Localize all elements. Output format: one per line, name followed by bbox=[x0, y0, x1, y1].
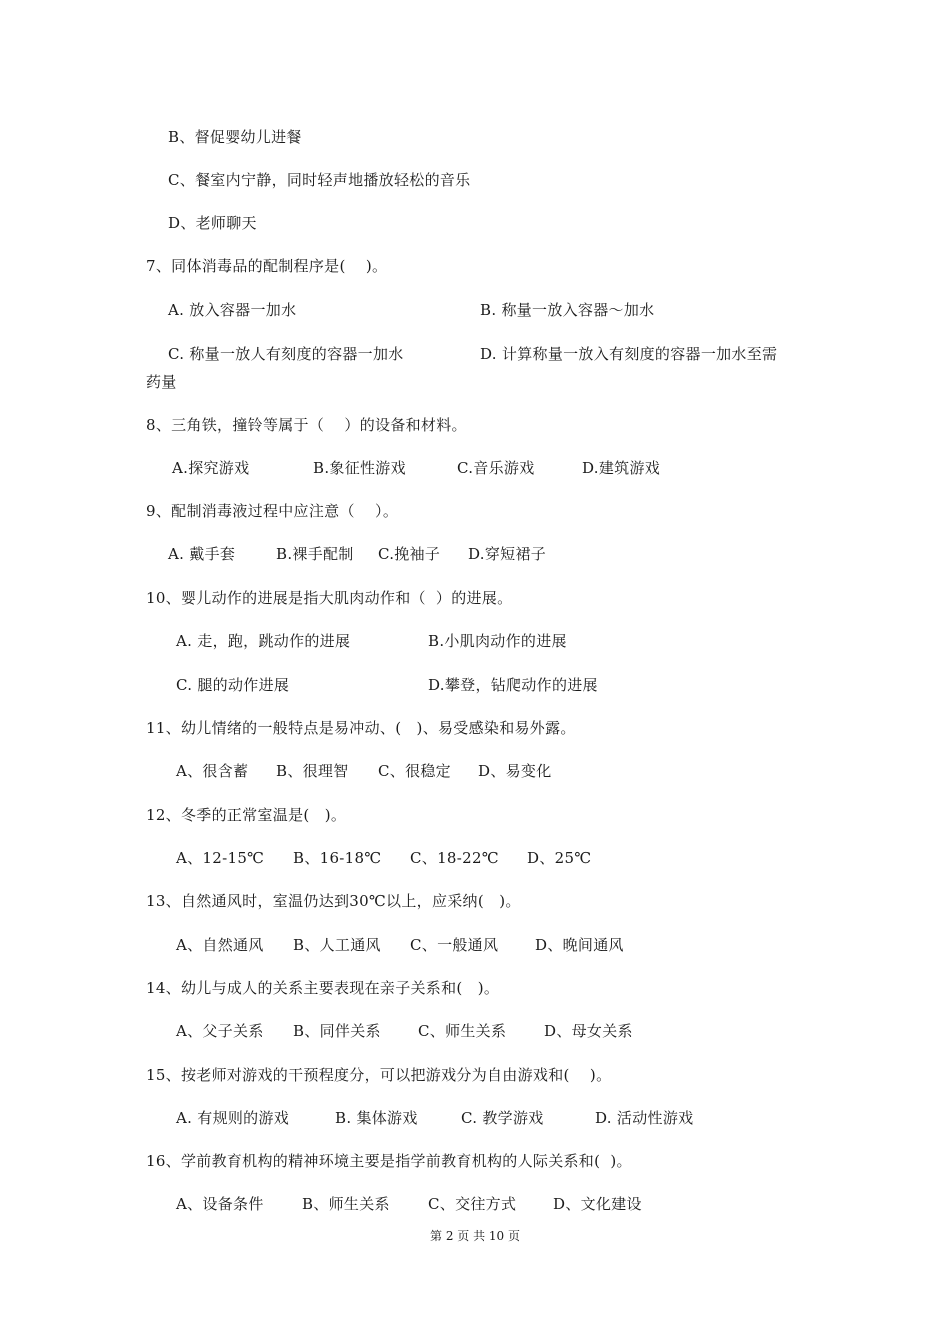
option-7d-continued: 药量 bbox=[146, 373, 177, 391]
option-12d: D、25℃ bbox=[527, 849, 592, 867]
option-10b: B.小肌肉动作的进展 bbox=[428, 632, 567, 650]
option-16b: B、师生关系 bbox=[302, 1195, 390, 1213]
option-9a: A. 戴手套 bbox=[168, 545, 236, 563]
option-8a: A.探究游戏 bbox=[172, 459, 250, 477]
option-11d: D、易变化 bbox=[478, 762, 552, 780]
question-13: 13、自然通风时，室温仍达到30℃以上，应采纳( )。 bbox=[146, 892, 521, 910]
option-9d: D.穿短裙子 bbox=[468, 545, 547, 563]
option-10c: C. 腿的动作进展 bbox=[176, 676, 290, 694]
option-11c: C、很稳定 bbox=[378, 762, 451, 780]
option-13b: B、人工通风 bbox=[293, 936, 381, 954]
option-12a: A、12-15℃ bbox=[176, 849, 265, 867]
option-15b: B. 集体游戏 bbox=[335, 1109, 418, 1127]
option-9b: B.裸手配制 bbox=[276, 545, 354, 563]
question-10: 10、婴儿动作的进展是指大肌肉动作和（ ）的进展。 bbox=[146, 589, 513, 607]
option-15c: C. 教学游戏 bbox=[461, 1109, 544, 1127]
option-8c: C.音乐游戏 bbox=[457, 459, 535, 477]
option-12b: B、16-18℃ bbox=[293, 849, 382, 867]
question-7: 7、同体消毒品的配制程序是( )。 bbox=[146, 257, 388, 275]
question-8: 8、三角铁，撞铃等属于（ ）的设备和材料。 bbox=[146, 416, 467, 434]
option-13d: D、晚间通风 bbox=[535, 936, 624, 954]
option-14d: D、母女关系 bbox=[544, 1022, 633, 1040]
option-15d: D. 活动性游戏 bbox=[595, 1109, 694, 1127]
option-14a: A、父子关系 bbox=[176, 1022, 264, 1040]
option-14b: B、同伴关系 bbox=[293, 1022, 381, 1040]
option-16a: A、设备条件 bbox=[176, 1195, 264, 1213]
question-12: 12、冬季的正常室温是( )。 bbox=[146, 806, 347, 824]
question-11: 11、幼儿情绪的一般特点是易冲动、( )、易受感染和易外露。 bbox=[146, 719, 576, 737]
option-9c: C.挽袖子 bbox=[378, 545, 441, 563]
option-6c: C、餐室内宁静，同时轻声地播放轻松的音乐 bbox=[168, 171, 471, 189]
option-14c: C、师生关系 bbox=[418, 1022, 507, 1040]
option-16d: D、文化建设 bbox=[553, 1195, 642, 1213]
option-11b: B、很理智 bbox=[276, 762, 349, 780]
option-6b: B、督促婴幼儿进餐 bbox=[168, 128, 302, 146]
option-11a: A、很含蓄 bbox=[176, 762, 249, 780]
page-number-footer: 第 2 页 共 10 页 bbox=[430, 1229, 520, 1243]
option-10d: D.攀登，钻爬动作的进展 bbox=[428, 676, 598, 694]
option-16c: C、交往方式 bbox=[428, 1195, 517, 1213]
option-7b: B. 称量一放入容器～加水 bbox=[480, 301, 655, 319]
option-8d: D.建筑游戏 bbox=[582, 459, 661, 477]
option-6d: D、老师聊天 bbox=[168, 214, 257, 232]
option-13c: C、一般通风 bbox=[410, 936, 499, 954]
question-9: 9、配制消毒液过程中应注意（ ）。 bbox=[146, 502, 399, 520]
option-13a: A、自然通风 bbox=[176, 936, 264, 954]
question-16: 16、学前教育机构的精神环境主要是指学前教育机构的人际关系和( )。 bbox=[146, 1152, 632, 1170]
option-15a: A. 有规则的游戏 bbox=[176, 1109, 290, 1127]
option-8b: B.象征性游戏 bbox=[313, 459, 406, 477]
option-7a: A. 放入容器一加水 bbox=[168, 301, 297, 319]
option-7d: D. 计算称量一放入有刻度的容器一加水至需 bbox=[480, 345, 778, 363]
question-14: 14、幼儿与成人的关系主要表现在亲子关系和( )。 bbox=[146, 979, 500, 997]
option-10a: A. 走，跑，跳动作的进展 bbox=[176, 632, 351, 650]
option-7c: C. 称量一放人有刻度的容器一加水 bbox=[168, 345, 404, 363]
option-12c: C、18-22℃ bbox=[410, 849, 499, 867]
question-15: 15、按老师对游戏的干预程度分，可以把游戏分为自由游戏和( )。 bbox=[146, 1066, 612, 1084]
